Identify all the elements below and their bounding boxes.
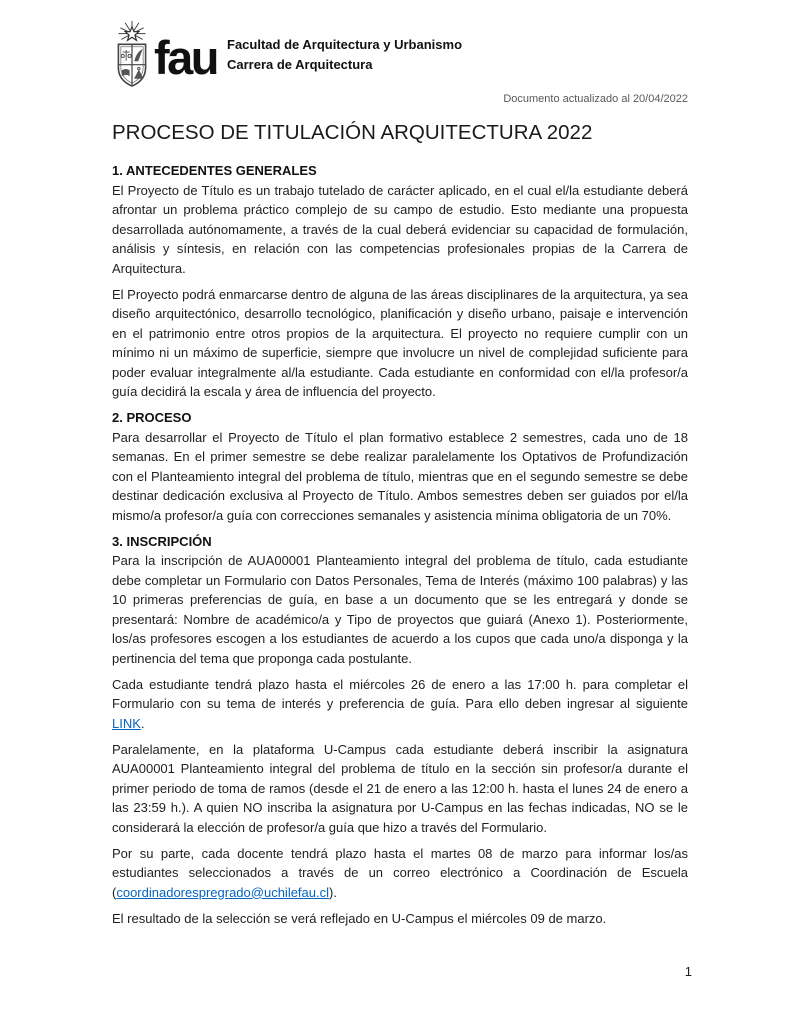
section-3-paragraph-5: El resultado de la selección se verá reflejado en U-Campus el miércoles 09 de marzo. xyxy=(112,910,607,926)
faculty-line1: Facultad de Arquitectura y Urbanismo xyxy=(227,37,463,52)
university-crest-icon xyxy=(112,20,152,88)
section-2-heading: 2. PROCESO xyxy=(112,410,192,425)
section-1-paragraph-2: El Proyecto podrá enmarcarse dentro de alguna de las áreas disciplinares de la arquitectura, ya sea diseño arquitectónico, desarrollo tecnológico, planificación y diseño urbano, paisaje e intervención en el patrimonio entre otros propios de la arquitectura. El proyecto no requiere cumplir con un mínimo ni un máximo de superficie, siempre que involucre un nivel de complejidad suficiente para poder evaluar integralmente al/la estudiante. Cada estudiante en conformidad con el/la profesor/a guía decidirá la escala y área de influencia del proyecto. xyxy=(112,286,688,399)
paragraph-text: ). xyxy=(329,884,337,900)
paragraph-text: Por su parte, cada docente tendrá plazo hasta el martes 08 de marzo para informar los/as estudiantes seleccionados a través de un correo electrónico a Coordinación de Escuela ( xyxy=(112,845,688,900)
section-3-paragraph-3: Paralelamente, en la plataforma U-Campus cada estudiante deberá inscribir la asignatura AUA00001 Planteamiento integral del problema de título en la sección sin profesor/a durante el primer periodo de toma de ramos (desde el 21 de enero a las 12:00 h. hasta el lunes 24 de enero a las 23:59 h.). A quien NO inscriba la asignatura por U-Campus en las fechas indicadas, NO se le considerará la elección de profesor/a guía que hizo a través del Formulario. xyxy=(112,741,688,835)
email-link[interactable]: coordinadorespregrado@uchilefau.cl xyxy=(116,884,330,900)
paragraph-text: Cada estudiante tendrá plazo hasta el miércoles 26 de enero a las 17:00 h. para completar el Formulario con su tema de interés y preferencia de guía. Para ello deben ingresar al siguiente xyxy=(112,676,688,711)
faculty-name-block xyxy=(227,35,462,75)
faculty-line2: Carrera de Arquitectura xyxy=(227,57,373,72)
section-3-paragraph-2 xyxy=(112,675,688,734)
section-1-heading: 1. ANTECEDENTES GENERALES xyxy=(112,163,317,178)
fau-logo: fau xyxy=(154,30,217,84)
updated-note: Documento actualizado al 20/04/2022 xyxy=(503,93,688,105)
paragraph-text: . xyxy=(140,715,145,731)
form-link[interactable]: LINK xyxy=(112,715,141,731)
section-2-paragraph-1: Para desarrollar el Proyecto de Título el plan formativo establece 2 semestres, cada uno de 18 semanas. En el primer semestre se debe realizar paralelamente los Optativos de Profundización con el Planteamiento integral del problema de título, mientras que en el segundo semestre se debe destinar dedicación exclusiva al Proyecto de Título. Ambos semestres deben ser guiados por el/la mismo/a profesor/a guía con correcciones semanales y asistencia mínima obligatoria de un 70%. xyxy=(112,429,688,523)
section-3-paragraph-4 xyxy=(112,844,688,903)
section-1-paragraph-1: El Proyecto de Título es un trabajo tutelado de carácter aplicado, en el cual el/la estudiante deberá afrontar un problema práctico complejo de su campo de estudio. Esto mediante una propuesta desarrollada autónomamente, a través de la cual deberá evidenciar su capacidad de formulación, análisis y síntesis, en relación con las competencias profesionales propias de la Carrera de Arquitectura. xyxy=(112,182,688,276)
page-title: PROCESO DE TITULACIÓN ARQUITECTURA 2022 xyxy=(112,121,593,144)
page-number: 1 xyxy=(684,964,692,979)
document-header xyxy=(112,20,688,88)
section-3-paragraph-1: Para la inscripción de AUA00001 Planteamiento integral del problema de título, cada estudiante debe completar un Formulario con Datos Personales, Tema de Interés (máximo 100 palabras) y las 10 primeras preferencias de guía, en base a un documento que se les entregará y donde se presentará: Nombre de académico/a y Tipo de proyectos que guiará (Anexo 1). Posteriormente, los/as profesores escogen a los estudiantes de acuerdo a los cupos que cada uno/a disponga y la pertinencia del tema que proponga cada postulante. xyxy=(112,553,688,666)
section-3-heading: 3. INSCRIPCIÓN xyxy=(112,533,212,549)
